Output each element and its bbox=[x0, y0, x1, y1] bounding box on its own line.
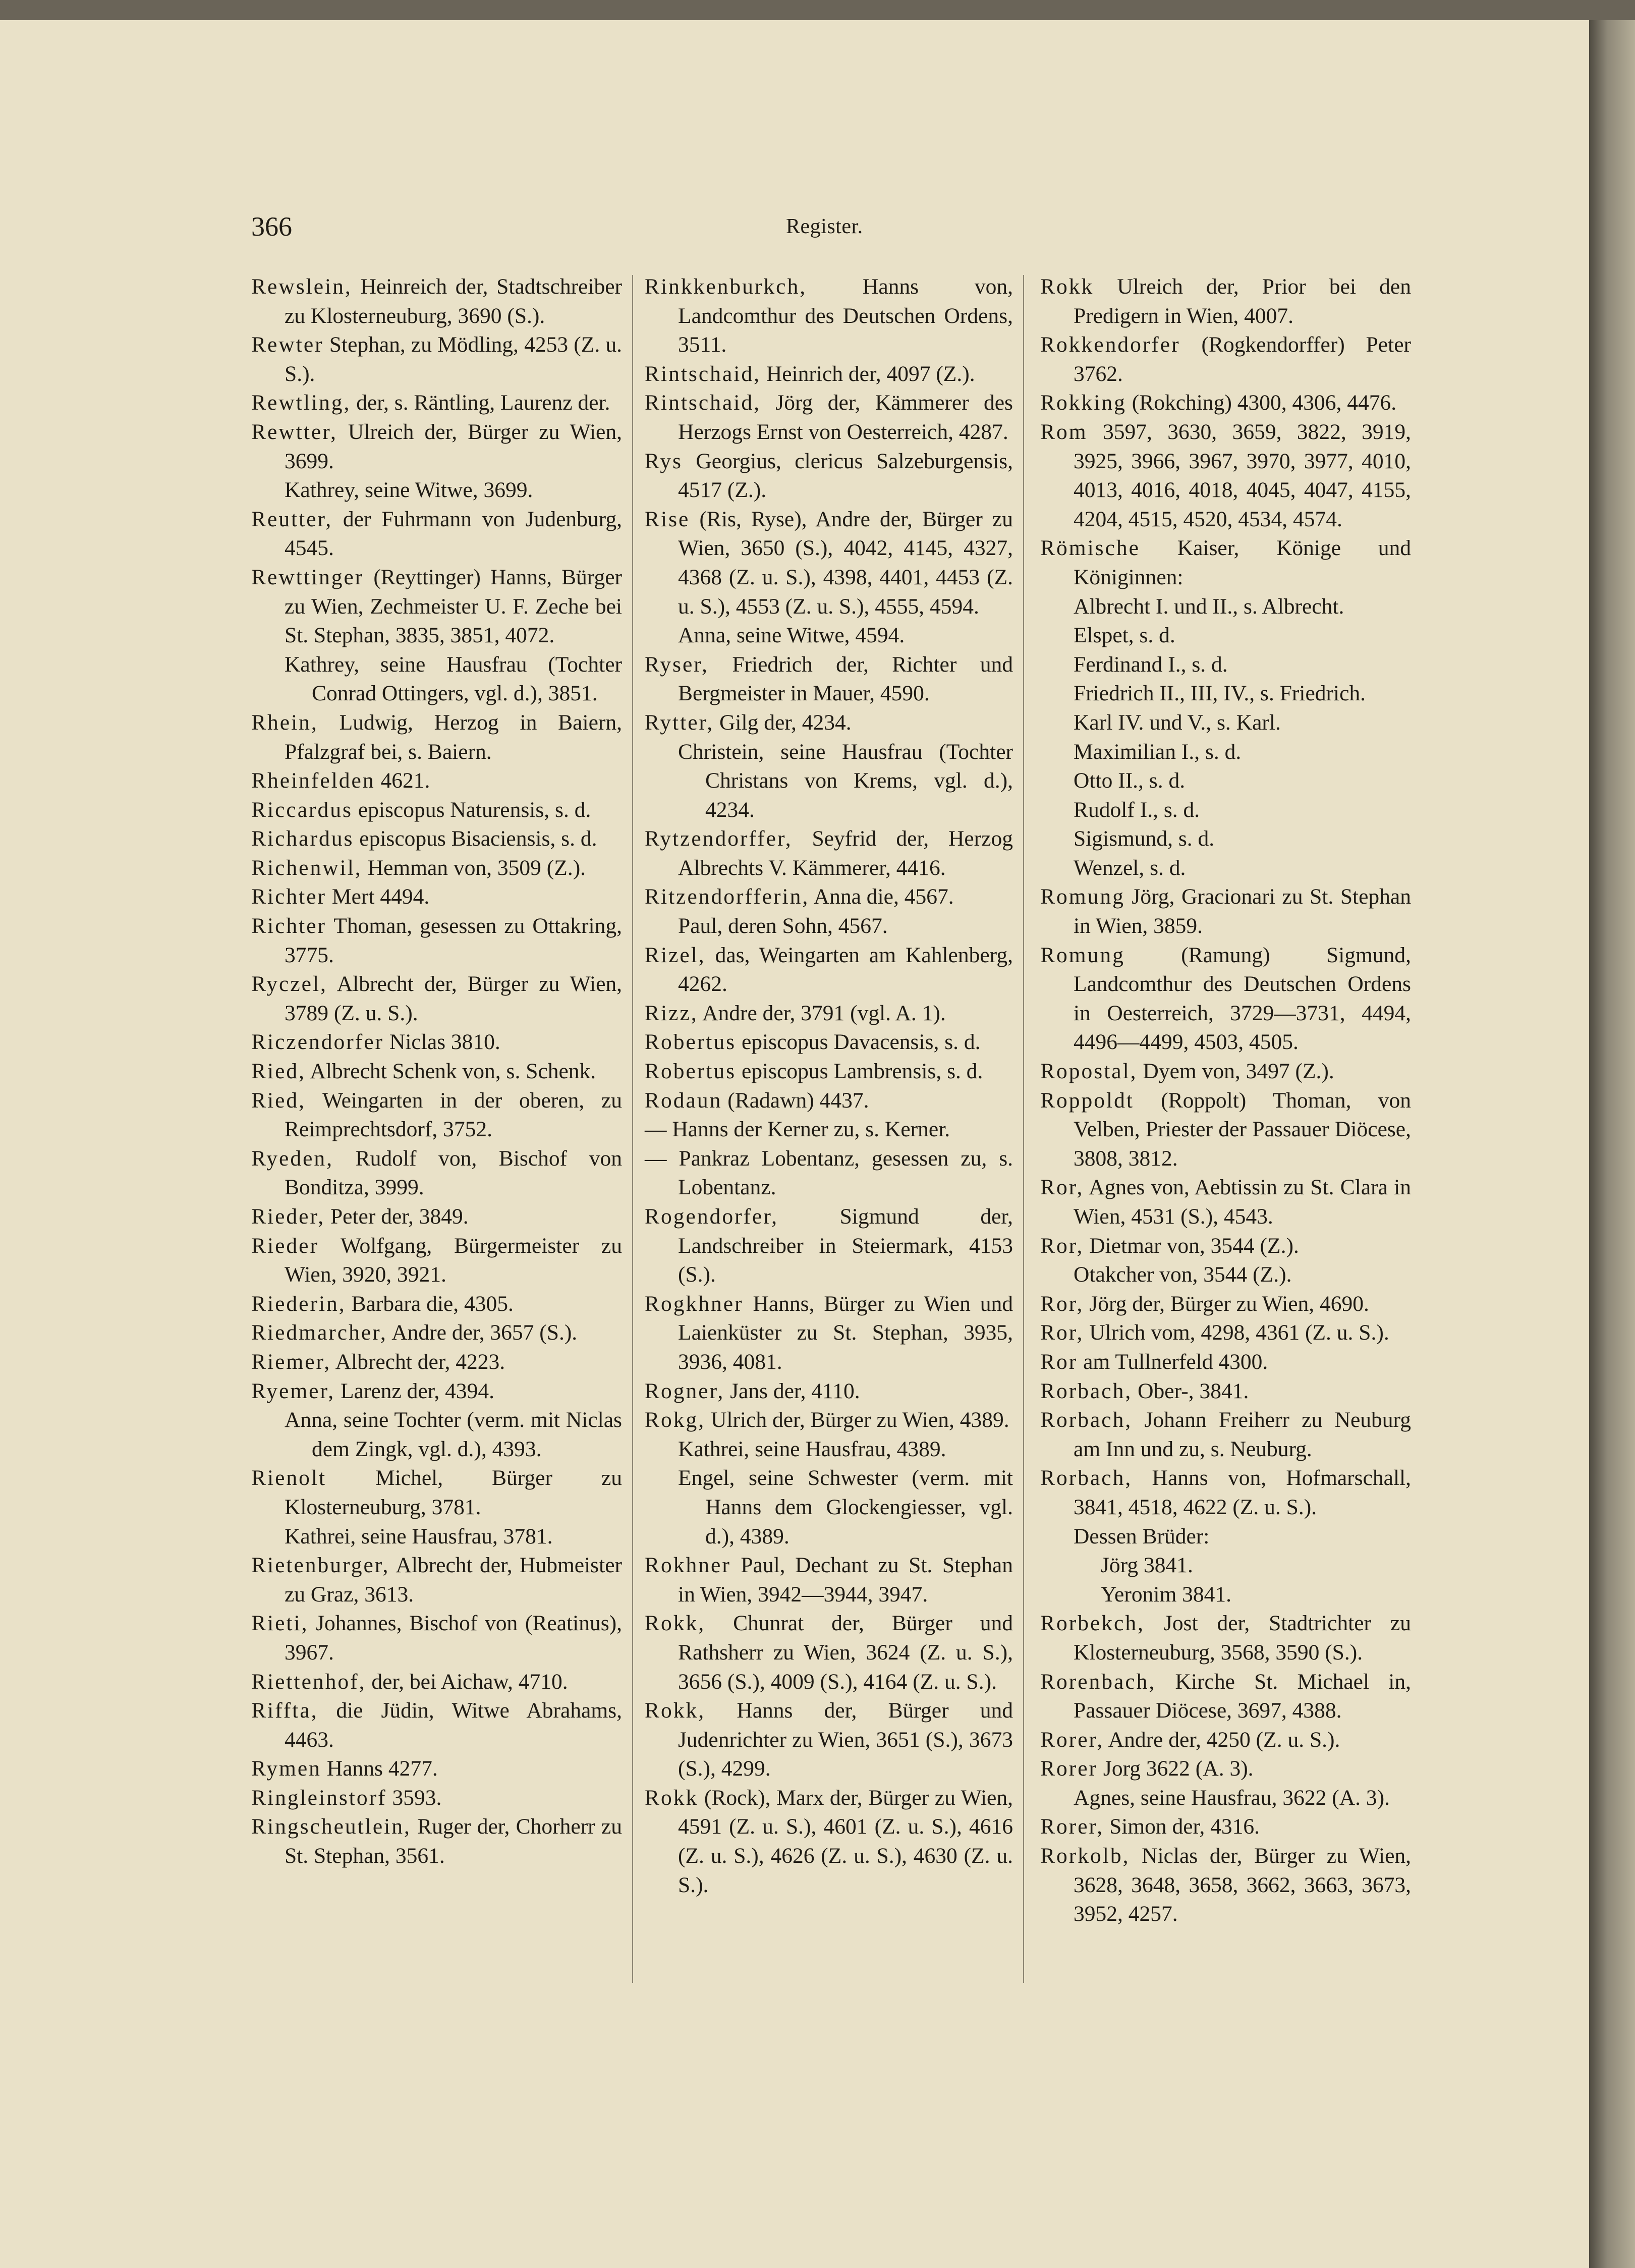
entry-text: Georgius, clericus Salzeburgensis, 4517 (Z.). bbox=[678, 449, 1013, 503]
index-entry bbox=[251, 1754, 622, 1784]
entry-headword: Rizz, bbox=[645, 1001, 698, 1025]
entry-headword: Rieti, bbox=[251, 1611, 309, 1636]
entry-text: Sigismund, s. d. bbox=[1074, 826, 1215, 851]
entry-headword: Richardus bbox=[251, 826, 354, 851]
index-entry bbox=[645, 738, 1013, 825]
entry-headword: Robertus bbox=[645, 1030, 737, 1055]
index-entry bbox=[645, 1696, 1013, 1784]
entry-headword: Riedmarcher, bbox=[251, 1320, 387, 1345]
entry-headword: Ror, bbox=[1040, 1291, 1084, 1316]
entry-text: Ober-, 3841. bbox=[1132, 1378, 1249, 1403]
entry-headword: Rise bbox=[645, 507, 690, 531]
entry-headword: Rorenbach, bbox=[1040, 1669, 1156, 1694]
index-entry bbox=[645, 1377, 1013, 1406]
entry-text: Kirche St. Michael in, Passauer Diöcese, 3697, 4388. bbox=[1074, 1669, 1411, 1723]
index-entry bbox=[1040, 941, 1411, 1057]
entry-headword: Rieder, bbox=[251, 1204, 325, 1229]
entry-text: Rudolf von, Bischof von Bonditza, 3999. bbox=[285, 1146, 622, 1200]
index-entry bbox=[645, 1028, 1013, 1057]
entry-headword: Riffta, bbox=[251, 1698, 318, 1723]
page-edge-shadow bbox=[1589, 20, 1635, 2268]
entry-text: Niclas der, Bürger zu Wien, 3628, 3648, 3658, 3662, 3663, 3673, 3952, 4257. bbox=[1074, 1844, 1411, 1926]
entry-headword: Ryczel, bbox=[251, 972, 327, 997]
entry-text: Wenzel, s. d. bbox=[1074, 855, 1186, 880]
index-entry bbox=[1040, 1260, 1411, 1290]
index-entry bbox=[1040, 1348, 1411, 1377]
index-column-3 bbox=[1040, 272, 1411, 1929]
index-entry bbox=[1040, 1290, 1411, 1319]
entry-text: — Pankraz Lobentanz, gesessen zu, s. Lobentanz. bbox=[645, 1146, 1013, 1200]
entry-text: Hanns, Bürger zu Wien und Laienküster zu St. Stephan, 3935, 3936, 4081. bbox=[678, 1291, 1013, 1374]
index-entry bbox=[251, 824, 622, 854]
entry-headword: Richter bbox=[251, 884, 327, 909]
entry-text: (Rogkendorffer) Peter 3762. bbox=[1074, 333, 1411, 386]
entry-headword: Rokg, bbox=[645, 1408, 706, 1432]
entry-text: Christein, seine Hausfrau (Tochter Christans von Krems, vgl. d.), 4234. bbox=[678, 739, 1013, 822]
entry-headword: Rieder bbox=[251, 1233, 319, 1258]
index-entry bbox=[251, 1406, 622, 1464]
entry-headword: Ried, bbox=[251, 1088, 306, 1113]
column-divider bbox=[632, 275, 633, 1983]
entry-headword: Riederin, bbox=[251, 1291, 346, 1316]
index-entry bbox=[1040, 621, 1411, 650]
entry-text: Friedrich der, Richter und Bergmeister in Mauer, 4590. bbox=[678, 652, 1013, 706]
index-entry bbox=[1040, 418, 1411, 534]
index-entry bbox=[251, 1668, 622, 1697]
index-entry bbox=[251, 418, 622, 476]
entry-text: episcopus Davacensis, s. d. bbox=[736, 1030, 981, 1055]
index-column-1 bbox=[251, 272, 622, 1871]
index-entry bbox=[645, 1144, 1013, 1202]
entry-text: Jörg der, Bürger zu Wien, 4690. bbox=[1084, 1291, 1369, 1316]
entry-headword: Rorbach, bbox=[1040, 1378, 1133, 1403]
entry-headword: Römische bbox=[1040, 536, 1140, 561]
entry-text: Wolfgang, Bürgermeister zu Wien, 3920, 3921. bbox=[285, 1233, 622, 1287]
index-entry bbox=[251, 1551, 622, 1609]
index-entry bbox=[251, 330, 622, 389]
index-entry bbox=[645, 505, 1013, 621]
entry-headword: Rorbach, bbox=[1040, 1466, 1133, 1490]
entry-text: Jörg, Gracionari zu St. Stephan in Wien, 3859. bbox=[1074, 884, 1411, 938]
index-entry bbox=[251, 563, 622, 650]
index-entry bbox=[1040, 1812, 1411, 1842]
index-entry bbox=[251, 1377, 622, 1406]
entry-text: episcopus Bisaciensis, s. d. bbox=[354, 826, 597, 851]
index-entry bbox=[251, 272, 622, 330]
entry-text: Albrecht der, Bürger zu Wien, 3789 (Z. u. S.). bbox=[285, 972, 622, 1025]
index-entry bbox=[251, 1348, 622, 1377]
entry-text: am Tullnerfeld 4300. bbox=[1078, 1349, 1268, 1374]
book-page bbox=[0, 20, 1589, 2268]
index-entry bbox=[1040, 534, 1411, 592]
entry-text: Jost der, Stadtrichter zu Klosterneuburg, 3568, 3590 (S.). bbox=[1074, 1611, 1411, 1665]
entry-headword: Ryser, bbox=[645, 652, 709, 677]
entry-text: Albrecht I. und II., s. Albrecht. bbox=[1074, 594, 1344, 619]
entry-text: Engel, seine Schwester (verm. mit Hanns dem Glockengiesser, vgl. d.), 4389. bbox=[678, 1466, 1013, 1548]
entry-headword: Rewtling, bbox=[251, 391, 351, 415]
entry-headword: Ritzendorfferin, bbox=[645, 884, 810, 909]
entry-text: Stephan, zu Mödling, 4253 (Z. u. S.). bbox=[285, 333, 622, 386]
running-head: Register. bbox=[786, 215, 863, 238]
entry-text: (Reyttinger) Hanns, Bürger zu Wien, Zechmeister U. F. Zeche bei St. Stephan, 3835, 3851, 4072. bbox=[285, 565, 622, 648]
index-entry bbox=[1040, 738, 1411, 767]
entry-text: Gilg der, 4234. bbox=[714, 710, 852, 735]
entry-text: Ruger der, Chorherr zu St. Stephan, 3561. bbox=[285, 1814, 622, 1868]
entry-headword: Roppoldt bbox=[1040, 1088, 1134, 1113]
entry-text: Friedrich II., III, IV., s. Friedrich. bbox=[1074, 681, 1366, 706]
entry-text: 3597, 3630, 3659, 3822, 3919, 3925, 3966, 3967, 3970, 3977, 4010, 4013, 4016, 4018, 4045, 4047, 4155, 4204, 4515, 4520, 4534, 4574. bbox=[1074, 419, 1411, 531]
entry-text: Andre der, 4250 (Z. u. S.). bbox=[1104, 1727, 1340, 1752]
index-entry bbox=[1040, 824, 1411, 854]
entry-text: Ulreich der, Bürger zu Wien, 3699. bbox=[285, 419, 622, 473]
entry-text: Andre der, 3791 (vgl. A. 1). bbox=[698, 1001, 946, 1025]
entry-text: Ulreich der, Prior bei den Predigern in Wien, 4007. bbox=[1074, 274, 1411, 328]
entry-text: Hanns von, Hofmarschall, 3841, 4518, 4622 (Z. u. S.). bbox=[1074, 1466, 1411, 1519]
index-entry bbox=[251, 505, 622, 563]
entry-text: Barbara die, 4305. bbox=[346, 1291, 514, 1316]
entry-text: Hanns der, Bürger und Judenrichter zu Wien, 3651 (S.), 3673 (S.), 4299. bbox=[678, 1698, 1013, 1781]
entry-text: Rudolf I., s. d. bbox=[1074, 797, 1200, 822]
entry-headword: Rizel, bbox=[645, 943, 706, 967]
index-entry bbox=[251, 650, 622, 708]
page-number: 366 bbox=[251, 211, 292, 242]
index-entry bbox=[251, 854, 622, 883]
index-entry bbox=[645, 1115, 1013, 1144]
entry-text: Kathrei, seine Hausfrau, 3781. bbox=[285, 1524, 553, 1548]
index-entry bbox=[1040, 1551, 1411, 1580]
index-entry bbox=[1040, 1522, 1411, 1552]
entry-text: Chunrat der, Bürger und Rathsherr zu Wien, 3624 (Z. u. S.), 3656 (S.), 4009 (S.), 4164 (Z. u. S.). bbox=[678, 1611, 1013, 1694]
index-entry bbox=[251, 1318, 622, 1348]
entry-text: Ulrich vom, 4298, 4361 (Z. u. S.). bbox=[1084, 1320, 1389, 1345]
entry-headword: Rokhner bbox=[645, 1553, 731, 1578]
entry-text: Dessen Brüder: bbox=[1074, 1524, 1210, 1548]
entry-headword: Rinkkenburkch, bbox=[645, 274, 807, 299]
entry-headword: Riccardus bbox=[251, 797, 353, 822]
entry-text: Maximilian I., s. d. bbox=[1074, 739, 1242, 764]
index-entry bbox=[645, 1464, 1013, 1551]
entry-headword: Rewslein, bbox=[251, 274, 352, 299]
index-entry bbox=[251, 1812, 622, 1870]
index-entry bbox=[251, 1086, 622, 1144]
entry-text: Ludwig, Herzog in Baiern, Pfalzgraf bei, s. Baiern. bbox=[285, 710, 622, 764]
index-column-2 bbox=[645, 272, 1013, 1900]
entry-text: Paul, Dechant zu St. Stephan in Wien, 3942—3944, 3947. bbox=[678, 1553, 1013, 1607]
entry-text: der, bei Aichaw, 4710. bbox=[366, 1669, 568, 1694]
index-entry bbox=[251, 1784, 622, 1813]
entry-text: Ferdinand I., s. d. bbox=[1074, 652, 1228, 677]
index-entry bbox=[1040, 796, 1411, 825]
entry-headword: Robertus bbox=[645, 1059, 737, 1084]
index-entry bbox=[251, 970, 622, 1028]
entry-text: Andre der, 3657 (S.). bbox=[387, 1320, 578, 1345]
entry-text: Peter der, 3849. bbox=[325, 1204, 469, 1229]
entry-text: der Fuhrmann von Judenburg, 4545. bbox=[285, 507, 622, 561]
index-entry bbox=[1040, 1754, 1411, 1784]
entry-text: Ulrich der, Bürger zu Wien, 4389. bbox=[705, 1408, 1009, 1432]
entry-text: Albrecht Schenk von, s. Schenk. bbox=[306, 1059, 596, 1084]
index-entry bbox=[645, 621, 1013, 650]
entry-text: Michel, Bürger zu Klosterneuburg, 3781. bbox=[285, 1466, 622, 1519]
entry-text: Kaiser, Könige und Königinnen: bbox=[1074, 536, 1411, 589]
index-entry bbox=[645, 389, 1013, 447]
index-entry bbox=[251, 1232, 622, 1290]
index-entry bbox=[251, 766, 622, 796]
entry-headword: Reutter, bbox=[251, 507, 333, 531]
index-entry bbox=[251, 882, 622, 912]
index-entry bbox=[1040, 1173, 1411, 1231]
entry-headword: Rys bbox=[645, 449, 683, 473]
entry-text: Agnes von, Aebtissin zu St. Clara in Wien, 4531 (S.), 4543. bbox=[1074, 1175, 1411, 1229]
entry-text: (Rokching) 4300, 4306, 4476. bbox=[1126, 391, 1397, 415]
entry-headword: Rom bbox=[1040, 419, 1088, 444]
index-entry bbox=[645, 708, 1013, 738]
entry-text: (Ris, Ryse), Andre der, Bürger zu Wien, 3650 (S.), 4042, 4145, 4327, 4368 (Z. u. S.), 4398, 4401, 4453 (Z. u. S.), 4553 (Z. u. S.), 4555, 4594. bbox=[678, 507, 1013, 619]
index-entry bbox=[645, 360, 1013, 389]
entry-headword: Rokk bbox=[1040, 274, 1094, 299]
entry-text: Simon der, 4316. bbox=[1104, 1814, 1260, 1839]
index-entry bbox=[1040, 650, 1411, 680]
entry-headword: Rintschaid, bbox=[645, 361, 761, 386]
index-entry bbox=[1040, 592, 1411, 622]
index-entry bbox=[645, 941, 1013, 999]
entry-text: Jorg 3622 (A. 3). bbox=[1098, 1756, 1254, 1781]
index-entry bbox=[1040, 679, 1411, 708]
index-entry bbox=[251, 476, 622, 505]
entry-text: Johann Freiherr zu Neuburg am Inn und zu, s. Neuburg. bbox=[1074, 1408, 1411, 1461]
index-entry bbox=[1040, 882, 1411, 941]
index-entry bbox=[645, 1609, 1013, 1696]
entry-text: Yeronim 3841. bbox=[1101, 1582, 1232, 1607]
index-entry bbox=[645, 650, 1013, 708]
index-entry bbox=[251, 1057, 622, 1086]
index-entry bbox=[645, 1086, 1013, 1116]
entry-text: Paul, deren Sohn, 4567. bbox=[678, 914, 888, 938]
index-entry bbox=[645, 1784, 1013, 1900]
index-entry bbox=[1040, 1232, 1411, 1261]
entry-headword: Ryemer, bbox=[251, 1378, 335, 1403]
entry-text: Heinrich der, 4097 (Z.). bbox=[760, 361, 975, 386]
index-entry bbox=[1040, 1086, 1411, 1174]
entry-text: Niclas 3810. bbox=[384, 1030, 500, 1055]
entry-headword: Ror, bbox=[1040, 1320, 1084, 1345]
entry-text: Anna, seine Witwe, 4594. bbox=[678, 623, 905, 648]
entry-headword: Rogner, bbox=[645, 1378, 725, 1403]
entry-headword: Ringleinstorf bbox=[251, 1785, 387, 1810]
entry-text: der, s. Räntling, Laurenz der. bbox=[351, 391, 610, 415]
index-entry bbox=[251, 912, 622, 970]
index-entry bbox=[645, 1057, 1013, 1086]
entry-text: — Hanns der Kerner zu, s. Kerner. bbox=[645, 1117, 950, 1142]
entry-text: Agnes, seine Hausfrau, 3622 (A. 3). bbox=[1074, 1785, 1390, 1810]
entry-headword: Romung bbox=[1040, 884, 1125, 909]
index-entry bbox=[1040, 330, 1411, 389]
index-entry bbox=[1040, 1580, 1411, 1610]
entry-text: Jans der, 4110. bbox=[724, 1378, 860, 1403]
index-entry bbox=[251, 1464, 622, 1522]
index-entry bbox=[251, 1290, 622, 1319]
entry-headword: Rokkendorfer bbox=[1040, 333, 1180, 357]
entry-headword: Rokk bbox=[645, 1785, 699, 1810]
entry-text: Albrecht der, Hubmeister zu Graz, 3613. bbox=[285, 1553, 622, 1607]
index-entry bbox=[1040, 854, 1411, 883]
entry-text: 4621. bbox=[375, 768, 430, 793]
entry-headword: Ropostal, bbox=[1040, 1059, 1138, 1084]
entry-headword: Ringscheutlein, bbox=[251, 1814, 411, 1839]
index-entry bbox=[645, 447, 1013, 505]
entry-headword: Rokk, bbox=[645, 1611, 706, 1636]
entry-headword: Rienolt bbox=[251, 1466, 327, 1490]
index-entry bbox=[251, 796, 622, 825]
index-entry bbox=[1040, 1609, 1411, 1667]
index-entry bbox=[645, 1551, 1013, 1609]
entry-headword: Riczendorfer bbox=[251, 1030, 384, 1055]
entry-text: Jörg der, Kämmerer des Herzogs Ernst von Oesterreich, 4287. bbox=[678, 391, 1013, 444]
entry-headword: Ror bbox=[1040, 1349, 1078, 1374]
entry-text: Kathrey, seine Hausfrau (Tochter Conrad Ottingers, vgl. d.), 3851. bbox=[285, 652, 622, 706]
index-entry bbox=[1040, 1668, 1411, 1726]
index-entry bbox=[1040, 1377, 1411, 1406]
entry-text: Anna die, 4567. bbox=[809, 884, 954, 909]
index-entry bbox=[251, 1144, 622, 1202]
entry-text: Karl IV. und V., s. Karl. bbox=[1074, 710, 1281, 735]
index-entry bbox=[251, 1609, 622, 1667]
index-entry bbox=[1040, 1784, 1411, 1813]
entry-text: Kathrey, seine Witwe, 3699. bbox=[285, 478, 533, 503]
entry-text: Jörg 3841. bbox=[1101, 1553, 1193, 1578]
entry-headword: Riemer, bbox=[251, 1349, 331, 1374]
index-entry bbox=[645, 824, 1013, 882]
index-entry bbox=[645, 1290, 1013, 1377]
entry-text: Otakcher von, 3544 (Z.). bbox=[1074, 1262, 1292, 1287]
entry-headword: Rogkhner bbox=[645, 1291, 744, 1316]
entry-text: 3593. bbox=[386, 1785, 442, 1810]
entry-headword: Rorbekch, bbox=[1040, 1611, 1145, 1636]
entry-headword: Rytzendorffer, bbox=[645, 826, 793, 851]
entry-text: (Radawn) 4437. bbox=[722, 1088, 869, 1113]
entry-headword: Rokk, bbox=[645, 1698, 706, 1723]
entry-text: das, Weingarten am Kahlenberg, 4262. bbox=[678, 943, 1013, 997]
entry-text: Mert 4494. bbox=[326, 884, 430, 909]
entry-headword: Rewter bbox=[251, 333, 324, 357]
entry-text: Elspet, s. d. bbox=[1074, 623, 1175, 648]
entry-text: (Ramung) Sigmund, Landcomthur des Deutschen Ordens in Oesterreich, 3729—3731, 4494, 4496—4499, 4503, 4505. bbox=[1074, 943, 1411, 1055]
entry-headword: Ror, bbox=[1040, 1233, 1084, 1258]
index-entry bbox=[1040, 1406, 1411, 1464]
entry-text: die Jüdin, Witwe Abrahams, 4463. bbox=[285, 1698, 622, 1752]
index-entry bbox=[645, 1406, 1013, 1435]
entry-text: Albrecht der, 4223. bbox=[331, 1349, 505, 1374]
entry-headword: Ried, bbox=[251, 1059, 306, 1084]
entry-headword: Ror, bbox=[1040, 1175, 1084, 1200]
entry-text: Larenz der, 4394. bbox=[335, 1378, 494, 1403]
index-entry bbox=[645, 1202, 1013, 1290]
entry-text: episcopus Lambrensis, s. d. bbox=[736, 1059, 983, 1084]
index-entry bbox=[1040, 1318, 1411, 1348]
index-entry bbox=[645, 272, 1013, 360]
index-entry bbox=[645, 1435, 1013, 1464]
index-entry bbox=[251, 1522, 622, 1552]
entry-text: Hanns von, Landcomthur des Deutschen Ordens, 3511. bbox=[678, 274, 1013, 357]
index-entry bbox=[251, 1696, 622, 1754]
entry-headword: Rytter, bbox=[645, 710, 714, 735]
index-entry bbox=[1040, 1726, 1411, 1755]
entry-headword: Rewttinger bbox=[251, 565, 364, 589]
entry-headword: Rorbach, bbox=[1040, 1408, 1133, 1432]
index-entry bbox=[645, 912, 1013, 941]
entry-headword: Richter bbox=[251, 914, 327, 938]
entry-text: episcopus Naturensis, s. d. bbox=[352, 797, 591, 822]
entry-headword: Riettenhof, bbox=[251, 1669, 366, 1694]
entry-text: Dietmar von, 3544 (Z.). bbox=[1084, 1233, 1299, 1258]
index-entry bbox=[251, 1202, 622, 1232]
entry-text: Weingarten in der oberen, zu Reimprechtsdorf, 3752. bbox=[285, 1088, 622, 1142]
index-entry bbox=[645, 999, 1013, 1028]
entry-headword: Rorer bbox=[1040, 1756, 1098, 1781]
entry-headword: Rorer, bbox=[1040, 1727, 1104, 1752]
entry-text: Sigmund der, Landschreiber in Steiermark, 4153 (S.). bbox=[678, 1204, 1013, 1287]
entry-text: (Roppolt) Thoman, von Velben, Priester der Passauer Diöcese, 3808, 3812. bbox=[1074, 1088, 1411, 1171]
entry-headword: Rokking bbox=[1040, 391, 1126, 415]
index-entry bbox=[1040, 1842, 1411, 1929]
entry-headword: Rhein, bbox=[251, 710, 318, 735]
index-entry bbox=[251, 389, 622, 418]
column-divider bbox=[1023, 275, 1024, 1983]
entry-headword: Rietenburger, bbox=[251, 1553, 390, 1578]
entry-text: Otto II., s. d. bbox=[1074, 768, 1186, 793]
entry-headword: Rogendorfer, bbox=[645, 1204, 778, 1229]
entry-text: Hemman von, 3509 (Z.). bbox=[362, 855, 586, 880]
entry-text: Dyem von, 3497 (Z.). bbox=[1137, 1059, 1334, 1084]
entry-headword: Richenwil, bbox=[251, 855, 362, 880]
entry-text: Heinreich der, Stadtschreiber zu Klosterneuburg, 3690 (S.). bbox=[285, 274, 622, 328]
entry-headword: Rewtter, bbox=[251, 419, 337, 444]
entry-text: Thoman, gesessen zu Ottakring, 3775. bbox=[285, 914, 622, 967]
entry-text: (Rock), Marx der, Bürger zu Wien, 4591 (Z. u. S.), 4601 (Z. u. S.), 4616 (Z. u. S.), 4626 (Z. u. S.), 4630 (Z. u. S.). bbox=[678, 1785, 1013, 1897]
index-entry bbox=[251, 708, 622, 766]
entry-headword: Romung bbox=[1040, 943, 1125, 967]
index-entry bbox=[1040, 766, 1411, 796]
index-entry bbox=[645, 882, 1013, 912]
index-entry bbox=[1040, 389, 1411, 418]
entry-headword: Rintschaid, bbox=[645, 391, 761, 415]
entry-text: Hanns 4277. bbox=[321, 1756, 438, 1781]
entry-text: Kathrei, seine Hausfrau, 4389. bbox=[678, 1436, 946, 1461]
entry-text: Johannes, Bischof von (Reatinus), 3967. bbox=[285, 1611, 622, 1665]
entry-headword: Rorkolb, bbox=[1040, 1844, 1130, 1868]
entry-headword: Rorer, bbox=[1040, 1814, 1104, 1839]
index-entry bbox=[1040, 1464, 1411, 1522]
entry-headword: Rymen bbox=[251, 1756, 321, 1781]
entry-headword: Ryeden, bbox=[251, 1146, 334, 1171]
index-entry bbox=[1040, 1057, 1411, 1086]
entry-text: Seyfrid der, Herzog Albrechts V. Kämmerer, 4416. bbox=[678, 826, 1013, 880]
index-entry bbox=[251, 1028, 622, 1057]
scan-top-border bbox=[0, 0, 1635, 20]
entry-text: Anna, seine Tochter (verm. mit Niclas dem Zingk, vgl. d.), 4393. bbox=[285, 1408, 622, 1461]
entry-headword: Rodaun bbox=[645, 1088, 722, 1113]
index-entry bbox=[1040, 708, 1411, 738]
entry-headword: Rheinfelden bbox=[251, 768, 375, 793]
index-entry bbox=[1040, 272, 1411, 330]
